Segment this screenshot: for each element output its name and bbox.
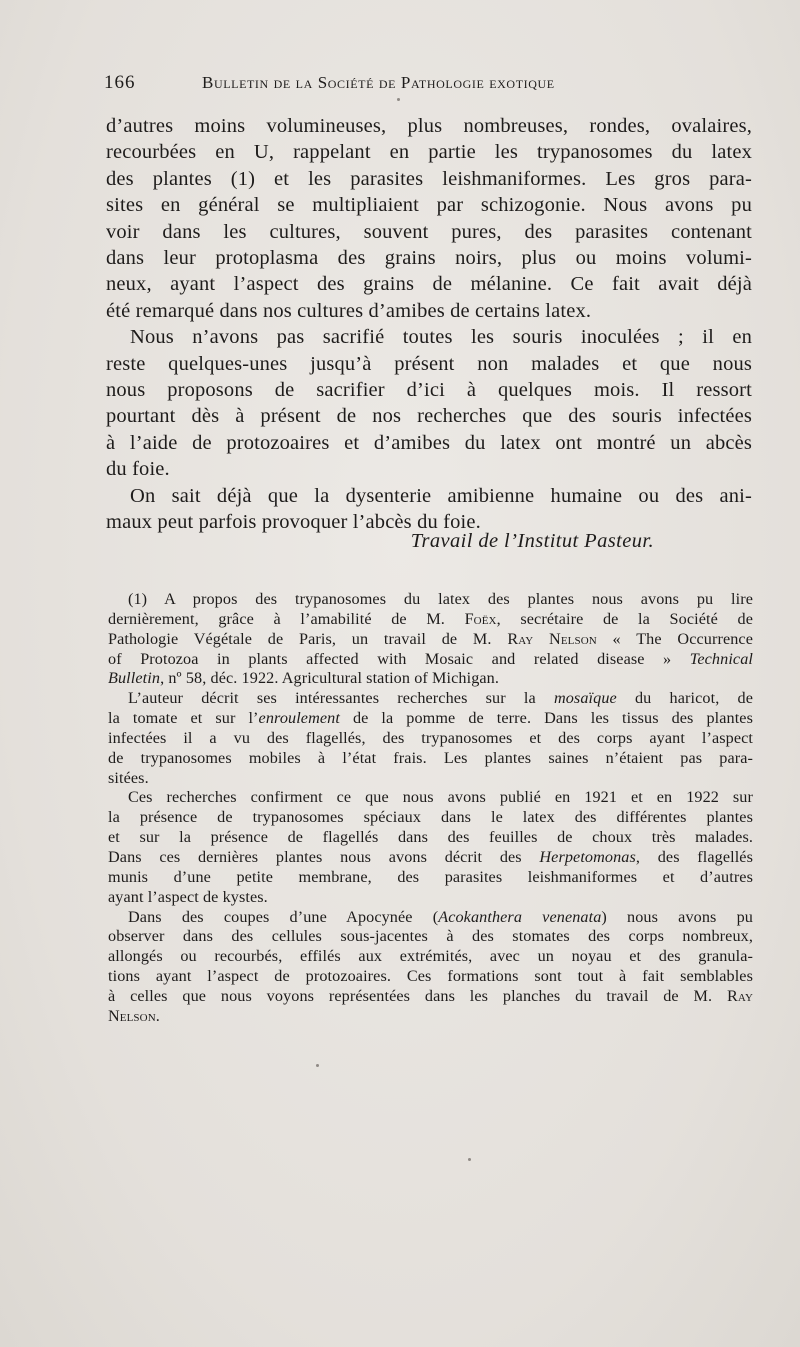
footnote-text: tions ayant l’aspect de protozoaires. Ces formations sont tout à fait semblables [108, 967, 753, 986]
body-line: Nous n’avons pas sacrifié toutes les souris inoculées ; il en [130, 326, 752, 349]
page-header [104, 72, 664, 96]
footnote-line [108, 630, 753, 650]
footnote-text: allongés ou recourbés, effilés aux extrémités, avec un noyau et des granula- [108, 947, 753, 966]
footnote-text: Dans des coupes d’une Apocynée ( [128, 907, 439, 926]
small-caps-name: Nelson [108, 1006, 156, 1025]
footnote-text: , secrétaire de la Société de [496, 609, 753, 628]
body-line: neux, ayant l’aspect des grains de mélanine. Ce fait avait déjà [106, 273, 752, 296]
body-line: des plantes (1) et les parasites leishmaniformes. Les gros para- [106, 167, 752, 190]
body-line: reste quelques-unes jusqu’à présent non malades et que nous [106, 352, 752, 375]
footnote-text: Dans ces dernières plantes nous avons décrit des [108, 847, 540, 866]
footnote-text: de trypanosomes mobiles à l’état frais. Les plantes saines n’étaient pas para- [108, 748, 753, 767]
body-line: été remarqué dans nos cultures d’amibes de certains latex. [106, 299, 592, 322]
body-line: à l’aide de protozoaires et d’amibes du latex ont montré un abcès [106, 431, 752, 454]
footnote-text: du haricot, de [616, 689, 753, 708]
footnote-line [108, 868, 753, 888]
footnote-text: of Protozoa in plants affected with Mosaic and related disease » [108, 649, 690, 668]
footnote-text: (1) A propos des trypanosomes du latex des plantes nous avons pu lire [128, 590, 753, 608]
footnote-line [108, 669, 753, 689]
footnote-text: munis d’une petite membrane, des parasites leishmaniformes et d’autres [108, 867, 753, 886]
footnote-text: et sur la présence de flagellés dans des feuilles de choux très malades. [108, 828, 753, 847]
footnote-line [108, 749, 753, 769]
footnote-line [108, 1007, 753, 1027]
footnote-line [108, 689, 753, 709]
footnote-text: « The Occurrence [596, 629, 753, 648]
italic-text: Herpetomonas [539, 847, 636, 866]
footnote-line [108, 729, 753, 749]
footnote-line [108, 590, 753, 610]
footnote-text: la présence de trypanosomes spéciaux dans le latex des différentes plantes [108, 808, 753, 827]
footnote-line [108, 808, 753, 828]
footnote-line [108, 828, 753, 848]
footnote-text: sitées. [108, 768, 149, 787]
footnote-text: la tomate et sur l’ [108, 709, 259, 728]
footnote-text: infectées il a vu des flagellés, des trypanosomes et des corps ayant l’aspect [108, 728, 753, 747]
footnote-text: observer dans des cellules sous-jacentes à des stomates des corps nombreux, [108, 927, 753, 946]
body-line: nous proposons de sacrifier d’ici à quelques mois. Il ressort [106, 379, 752, 402]
italic-text: enroulement [258, 709, 340, 728]
footnote-line [108, 610, 753, 630]
signature-line: Travail de l’Institut Pasteur. [410, 530, 654, 552]
running-title: Bulletin de la Société de Pathologie exotique [202, 73, 555, 92]
body-line: maux peut parfois provoquer l’abcès du foie. [106, 511, 481, 534]
footnote-text: ) nous avons pu [601, 907, 753, 926]
footnote-line [108, 888, 753, 908]
footnote-line [108, 967, 753, 987]
footnote-line [108, 927, 753, 947]
footnote-line [108, 947, 753, 967]
small-caps-name: Ray Nelson [507, 629, 597, 648]
footnote-text: à celles que nous voyons représentées dans les planches du travail de M. [108, 986, 728, 1005]
italic-text: Acokanthera venenata [438, 907, 602, 926]
footnote-line [108, 848, 753, 868]
print-speck [316, 1064, 319, 1067]
footnote-text: , nº 58, déc. 1922. Agricultural station of Michigan. [160, 669, 500, 688]
body-line: recourbées en U, rappelant en partie les trypanosomes du latex [106, 141, 752, 164]
body-line: pourtant dès à présent de nos recherches que des souris infectées [106, 405, 752, 428]
page-number: 166 [104, 72, 136, 93]
footnote-text: , des flagellés [635, 847, 753, 866]
footnote-text: Pathologie Végétale de Paris, un travail de M. [108, 629, 508, 648]
footnote-text: L’auteur décrit ses intéressantes recherches sur la [128, 689, 554, 708]
italic-text: mosaïque [553, 689, 617, 708]
body-line: On sait déjà que la dysenterie amibienne humaine ou des ani- [130, 484, 752, 507]
body-line: sites en général se multipliaient par schizogonie. Nous avons pu [106, 194, 752, 217]
small-caps-name: Foëx [464, 609, 497, 628]
italic-text: Technical [689, 649, 753, 668]
footnote-text: Ces recherches confirment ce que nous avons publié en 1921 et en 1922 sur [128, 788, 753, 807]
body-line: du foie. [106, 458, 170, 481]
footnote-line [108, 987, 753, 1007]
italic-text: Bulletin [108, 669, 161, 688]
footnote-text: de la pomme de terre. Dans les tissus des plantes [339, 709, 753, 728]
footnote-line [108, 709, 753, 729]
body-text [106, 113, 752, 536]
small-caps-name: Ray [727, 986, 753, 1005]
footnote-text: dernièrement, grâce à l’amabilité de M. [108, 609, 465, 628]
footnote-line [108, 788, 753, 808]
footnote-line [108, 769, 753, 789]
body-line: dans leur protoplasma des grains noirs, plus ou moins volumi- [106, 247, 752, 270]
footnote-line [108, 908, 753, 928]
print-speck [397, 98, 400, 101]
footnote-text: ayant l’aspect de kystes. [108, 887, 268, 906]
footnote-text: . [155, 1006, 160, 1025]
body-line: d’autres moins volumineuses, plus nombreuses, rondes, ovalaires, [106, 115, 752, 137]
print-speck [468, 1158, 471, 1161]
body-line: voir dans les cultures, souvent pures, des parasites contenant [106, 220, 752, 243]
footnote-block [108, 590, 753, 1027]
footnote-line [108, 650, 753, 670]
